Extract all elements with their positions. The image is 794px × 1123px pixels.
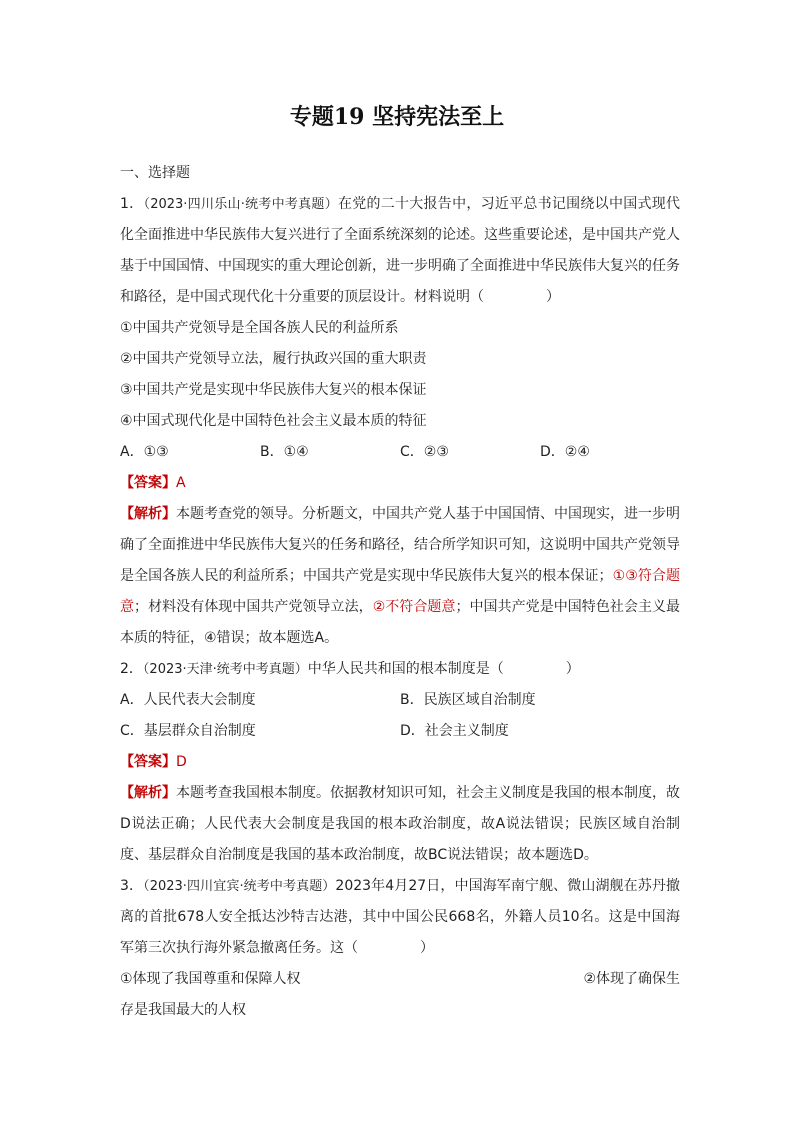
choice-row (120, 716, 680, 747)
choice-a: A．人民代表大会制度 (120, 692, 256, 708)
choice-b: B．①④ (260, 444, 309, 460)
choice-d: D．②④ (540, 444, 590, 460)
question-close-paren: ） (546, 289, 560, 305)
question-text: 2023年4月27日，中国海军南宁舰、微山湖舰在苏丹撤离的首批678人安全抵达沙特吉达港，其中中国公民668名，外籍人员10名。这是中国海军第三次执行海外紧急撤离任务。这（ (120, 878, 680, 956)
statement-row (120, 964, 680, 995)
statement-item-continued: 存是我国最大的人权 (120, 1002, 246, 1018)
analysis-text: ；材料没有体现中国共产党领导立法， (134, 599, 373, 615)
analysis-text: 本题考查我国根本制度。依据教材知识可知，社会主义制度是我国的根本制度，故D说法正确；人民代表大会制度是我国的根本政治制度，故A说法错误；民族区域自治制度、基层群众自治制度是我国的基本政治制度，故BC说法错误；故本题选D。 (120, 785, 680, 863)
choice-c: C．②③ (400, 444, 449, 460)
answer-value: A (176, 475, 186, 491)
page-title: 专题19 坚持宪法至上 (289, 104, 505, 130)
question-number: 3． (120, 878, 144, 894)
question-close-paren: ） (420, 940, 434, 956)
answer-label: 【答案】 (120, 475, 176, 491)
question-source: （2023·天津·统考中考真题） (142, 662, 308, 677)
statement-item: ④中国式现代化是中国特色社会主义最本质的特征 (120, 413, 427, 429)
analysis-highlight: ①③符合题意 (120, 568, 681, 615)
analysis-paragraph (120, 499, 680, 654)
question-text: 中华人民共和国的根本制度是（ (307, 661, 504, 677)
answer-label: 【答案】 (120, 754, 176, 770)
analysis-text: 本题考查党的领导。分析题文，中国共产党人基于中国国情、中国现实，进一步明确了全面推进中华民族伟大复兴的任务和路径，结合所学知识可知，这说明中国共产党领导是全国各族人民的利益所系；中国共产党是实现中华民族伟大复兴的根本保证； (120, 506, 680, 584)
question-number: 1． (120, 196, 144, 212)
statement-item: ①体现了我国尊重和保障人权 (120, 971, 301, 987)
statement-item: ①中国共产党领导是全国各族人民的利益所系 (120, 320, 399, 336)
question-source: （2023·四川乐山·统考中考真题） (143, 197, 338, 212)
analysis-label: 【解析】 (120, 785, 176, 801)
section-heading: 一、选择题 (120, 165, 190, 181)
statement-item: ②中国共产党领导立法，履行执政兴国的重大职责 (120, 351, 427, 367)
choice-row (120, 437, 680, 468)
answer-line (120, 468, 680, 499)
choice-b: B．民族区域自治制度 (400, 692, 536, 708)
document-body (120, 158, 680, 1026)
choice-d: D．社会主义制度 (400, 723, 509, 739)
analysis-highlight: ②不符合题意 (372, 599, 456, 615)
choice-a: A．①③ (120, 444, 169, 460)
analysis-label: 【解析】 (120, 506, 176, 522)
question-source: （2023·四川宜宾·统考中考真题） (143, 879, 336, 894)
statement-item: ②体现了确保生 (583, 971, 680, 987)
question-text: 在党的二十大报告中，习近平总书记围绕以中国式现代化全面推进中华民族伟大复兴进行了全面系统深刻的论述。这些重要论述，是中国共产党人基于中国国情、中国现实的重大理论创新，进一步明确了全面推进中华民族伟大复兴的任务和路径，是中国式现代化十分重要的顶层设计。材料说明（ (120, 196, 680, 305)
choice-c: C．基层群众自治制度 (120, 723, 256, 739)
analysis-text: ；中国共产党是中国特色社会主义最本质的特征，④错误；故本题选A。 (120, 599, 681, 646)
answer-line (120, 747, 680, 778)
choice-row (120, 685, 680, 716)
question-1-stem (120, 189, 680, 313)
question-3-stem (120, 871, 680, 964)
question-close-paren: ） (565, 661, 580, 677)
question-number: 2． (120, 661, 143, 677)
statement-item: ③中国共产党是实现中华民族伟大复兴的根本保证 (120, 382, 427, 398)
answer-value: D (176, 754, 187, 770)
question-2-stem (120, 654, 680, 685)
analysis-paragraph (120, 778, 680, 871)
